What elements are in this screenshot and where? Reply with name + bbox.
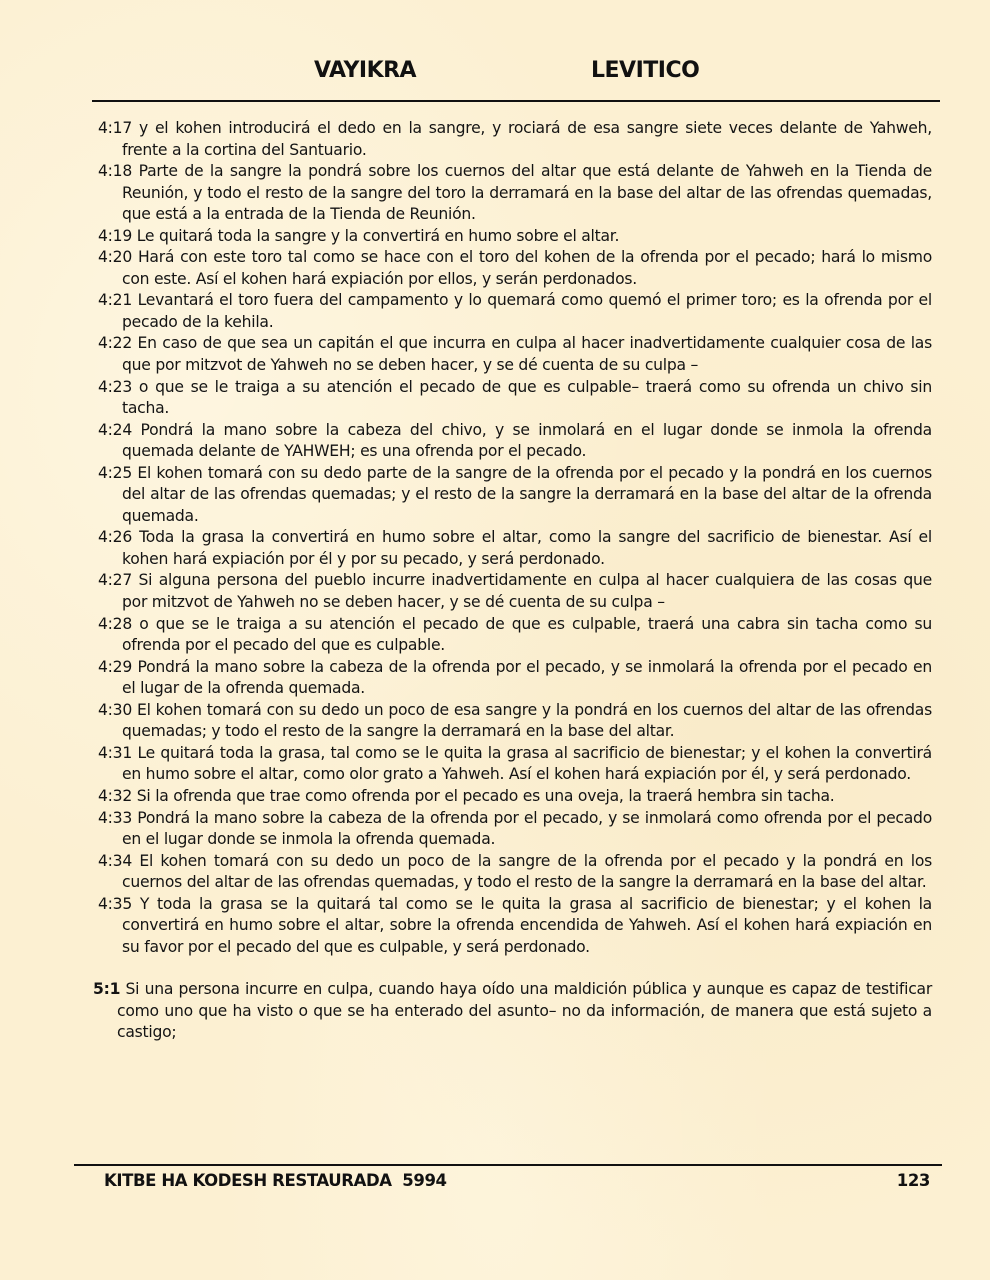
verse-4-17	[98, 118, 932, 161]
verse-text: Pondrá la mano sobre la cabeza de la ofrenda por el pecado, y se inmolará como ofrenda por el pecado en el lugar donde se inmola la ofrenda quemada.	[122, 808, 932, 849]
page-footer	[104, 1171, 930, 1195]
verse-4-20	[98, 247, 932, 290]
verse-4-28	[98, 614, 932, 657]
verse-4-26	[98, 527, 932, 570]
page-header	[0, 58, 990, 90]
verse-4-31	[98, 743, 932, 786]
verse-number: 4:17	[98, 119, 133, 137]
footer-divider	[74, 1164, 942, 1166]
page-number: 123	[896, 1171, 930, 1190]
verse-text: o que se le traiga a su atención el pecado de que es culpable, traerá una cabra sin tacha como su ofrenda por el pecado del que es culpable.	[122, 614, 932, 655]
verse-number: 4:29	[98, 657, 133, 676]
header-spanish-title: LEVITICO	[591, 58, 700, 83]
verse-number: 4:26	[98, 528, 133, 547]
verse-number: 4:32	[98, 786, 133, 805]
verse-4-35	[98, 894, 932, 959]
verse-4-18	[98, 161, 932, 226]
verse-text: y el kohen introducirá el dedo en la sangre, y rociará de esa sangre siete veces delante de Yahweh, frente a la cortina del Santuario.	[122, 119, 932, 159]
verse-number: 4:31	[98, 743, 133, 762]
verse-text: Hará con este toro tal como se hace con el toro del kohen de la ofrenda por el pecado; hará lo mismo con este. Así el kohen hará expiación por ellos, y serán perdonados.	[122, 248, 932, 288]
verse-4-19	[98, 226, 932, 248]
verse-4-33	[98, 808, 932, 851]
verse-4-22	[98, 333, 932, 376]
verse-4-24	[98, 420, 932, 463]
verse-4-21	[98, 290, 932, 333]
verse-number: 4:28	[98, 614, 133, 633]
verse-number: 4:30	[98, 700, 133, 719]
scripture-body	[93, 118, 932, 1044]
verse-text: Le quitará toda la grasa, tal como se le quita la grasa al sacrificio de bienestar; y el kohen la convertirá en humo sobre el altar, como olor grato a Yahweh. Así el kohen hará expiación por él, y será perdonado.	[122, 743, 932, 784]
verse-text: Le quitará toda la sangre y la convertirá en humo sobre el altar.	[136, 226, 620, 245]
verse-text: Toda la grasa la convertirá en humo sobre el altar, como la sangre del sacrificio de bienestar. Así el kohen hará expiación por él y por su pecado, y será perdonado.	[122, 528, 932, 568]
verse-number: 4:21	[98, 291, 133, 310]
verse-number: 4:24	[98, 420, 133, 439]
verse-text: En caso de que sea un capitán el que incurra en culpa al hacer inadvertidamente cualquier cosa de las que por mitzvot de Yahweh no se deben hacer, y se dé cuenta de su culpa –	[122, 334, 932, 375]
verse-4-27	[98, 570, 932, 613]
verse-text: Parte de la sangre la pondrá sobre los cuernos del altar que está delante de Yahweh en la Tienda de Reunión, y todo el resto de la sangre del toro la derramará en la base del altar de las ofrendas quemadas, que está a la entrada de la Tienda de Reunión.	[122, 162, 932, 224]
verse-text: Si una persona incurre en culpa, cuando haya oído una maldición pública y aunque es capaz de testificar como uno que ha visto o que se ha enterado del asunto– no da información, de manera que está sujeto a castigo;	[117, 980, 932, 1042]
verse-4-32	[98, 786, 932, 808]
verse-number: 4:20	[98, 248, 133, 267]
verse-text: Pondrá la mano sobre la cabeza del chivo, y se inmolará en el lugar donde se inmola la ofrenda quemada delante de YAHWEH; es una ofrenda por el pecado.	[122, 420, 932, 461]
verse-4-25	[98, 463, 932, 528]
verse-4-23	[98, 377, 932, 420]
verse-number: 4:23	[98, 377, 133, 396]
verse-number: 4:25	[98, 463, 133, 482]
header-hebrew-title: VAYIKRA	[314, 58, 417, 83]
verse-4-34	[98, 851, 932, 894]
verse-4-29	[98, 657, 932, 700]
verse-text: Y toda la grasa se la quitará tal como se le quita la grasa al sacrificio de bienestar; y el kohen la convertirá en humo sobre el altar, sobre la ofrenda encendida de Yahweh. Así el kohen hará expiación en su favor por el pecado del que es culpable, y será perdonado.	[122, 894, 932, 956]
verse-number: 4:19	[98, 226, 133, 245]
verse-4-30	[98, 700, 932, 743]
verse-text: o que se le traiga a su atención el pecado de que es culpable– traerá como su ofrenda un chivo sin tacha.	[122, 377, 932, 418]
verse-number: 4:33	[98, 808, 133, 827]
verse-text: Si la ofrenda que trae como ofrenda por el pecado es una oveja, la traerá hembra sin tacha.	[136, 786, 835, 805]
footer-book-title: KITBE HA KODESH RESTAURADA 5994	[104, 1171, 447, 1190]
verse-text: Pondrá la mano sobre la cabeza de la ofrenda por el pecado, y se inmolará la ofrenda por el pecado en el lugar de la ofrenda quemada.	[122, 657, 932, 698]
verse-number: 4:35	[98, 894, 133, 913]
verse-number: 4:27	[98, 571, 133, 590]
chapter-verse-number: 5:1	[93, 980, 121, 999]
verse-text: El kohen tomará con su dedo parte de la sangre de la ofrenda por el pecado y la pondrá en los cuernos del altar de las ofrendas quemadas; y el resto de la sangre la derramará en la base del altar de la ofrenda quemada.	[122, 463, 932, 525]
verse-number: 4:22	[98, 334, 133, 353]
verse-number: 4:18	[98, 162, 133, 181]
verse-text: El kohen tomará con su dedo un poco de la sangre de la ofrenda por el pecado y la pondrá en los cuernos del altar de las ofrendas quemadas, y todo el resto de la sangre la derramará en la base del altar.	[122, 851, 932, 892]
header-divider	[92, 100, 940, 102]
chapter-gap	[98, 958, 932, 979]
verse-text: Si alguna persona del pueblo incurre inadvertidamente en culpa al hacer cualquiera de las cosas que por mitzvot de Yahweh no se deben hacer, y se dé cuenta de su culpa –	[122, 571, 932, 612]
verse-number: 4:34	[98, 851, 133, 870]
verse-text: Levantará el toro fuera del campamento y lo quemará como quemó el primer toro; es la ofrenda por el pecado de la kehila.	[122, 291, 932, 331]
verse-text: El kohen tomará con su dedo un poco de esa sangre y la pondrá en los cuernos del altar de las ofrendas quemadas; y todo el resto de la sangre la derramará en la base del altar.	[122, 700, 932, 741]
verse-5-1	[93, 979, 932, 1044]
